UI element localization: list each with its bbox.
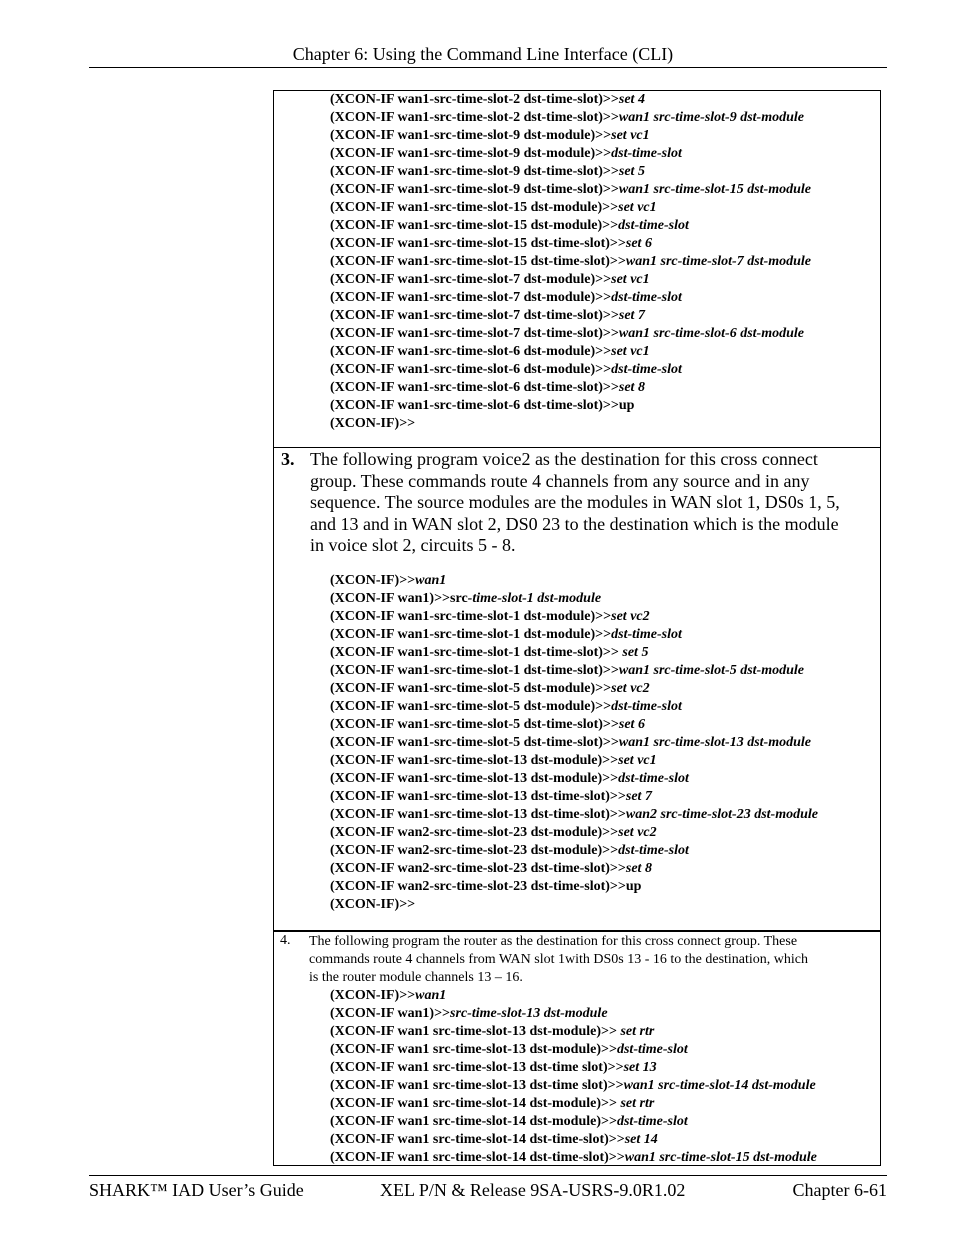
command-line <box>330 379 645 397</box>
command-argument: wan1 src-time-slot-15 dst-module <box>624 1150 817 1165</box>
command-argument: wan1 src-time-slot-9 dst-module <box>618 110 805 125</box>
command-prompt: (XCON-IF wan1-src-time-slot-7 dst-module)>> <box>330 272 612 287</box>
command-line <box>330 271 650 289</box>
command-prompt: (XCON-IF wan1-src-time-slot-13 dst-module)>> <box>330 771 619 786</box>
command-argument: set vc2 <box>611 609 650 624</box>
command-argument: wan1 src-time-slot-6 dst-module <box>618 326 805 341</box>
command-argument: set 5 <box>622 645 649 660</box>
command-line <box>330 415 415 433</box>
command-prompt: (XCON-IF wan1 src-time-slot-14 dst-time-slot)>> <box>330 1132 625 1147</box>
command-argument: set vc1 <box>618 753 657 768</box>
footer-guide-title: SHARK™ IAD User’s Guide <box>89 1180 304 1200</box>
command-line <box>330 572 446 590</box>
command-line <box>330 253 811 271</box>
command-line <box>330 217 689 235</box>
command-line <box>330 289 682 307</box>
command-line <box>330 181 811 199</box>
header-divider <box>89 67 887 68</box>
command-line <box>330 987 446 1005</box>
command-line <box>330 1023 654 1041</box>
command-line <box>330 662 804 680</box>
command-argument: dst-time-slot <box>618 218 689 233</box>
command-line <box>330 734 811 752</box>
command-argument: set 5 <box>618 164 645 179</box>
command-prompt: (XCON-IF wan1-src-time-slot-5 dst-module)>> <box>330 681 612 696</box>
description-line: The following program voice2 as the destination for this cross connect <box>310 449 818 469</box>
command-line <box>330 680 650 698</box>
command-argument: set 6 <box>618 717 645 732</box>
command-prompt: (XCON-IF)>> <box>330 897 416 912</box>
command-argument: set 13 <box>623 1060 657 1075</box>
command-argument: set 6 <box>625 236 652 251</box>
command-line <box>330 896 415 914</box>
command-argument: set vc1 <box>618 200 657 215</box>
command-prompt: (XCON-IF wan1-src-time-slot-1 dst-time-slot)>> <box>330 645 623 660</box>
step-4-box <box>273 931 881 1166</box>
command-prompt: (XCON-IF wan1-src-time-slot-1 dst-module)>> <box>330 627 612 642</box>
command-line <box>330 127 650 145</box>
command-argument: wan1 src-time-slot-7 dst-module <box>625 254 812 269</box>
command-prompt: (XCON-IF wan1-src-time-slot-7 dst-module)>> <box>330 290 612 305</box>
command-argument: set 8 <box>625 861 652 876</box>
command-argument: dst-time-slot <box>611 627 682 642</box>
command-argument: set 14 <box>624 1132 658 1147</box>
description-line: The following program the router as the destination for this cross connect group. These <box>309 934 798 949</box>
command-argument: set vc1 <box>611 272 650 287</box>
command-argument: dst-time-slot <box>616 1042 688 1057</box>
command-prompt: (XCON-IF wan1-src-time-slot-6 dst-module)>> <box>330 344 612 359</box>
command-argument: dst-time-slot <box>611 146 682 161</box>
command-line <box>330 1059 657 1077</box>
command-argument: wan1 src-time-slot-13 dst-module <box>618 735 812 750</box>
command-line <box>330 806 818 824</box>
command-line <box>330 163 645 181</box>
command-prompt: (XCON-IF wan1-src-time-slot-7 dst-time-slot)>> <box>330 308 619 323</box>
command-prompt: (XCON-IF wan1-src-time-slot-13 dst-time-slot)>> <box>330 789 626 804</box>
step-4-number: 4. <box>280 933 291 948</box>
description-line: is the router module channels 13 – 16. <box>309 970 523 985</box>
step-3-description <box>310 449 840 557</box>
command-line <box>330 1149 817 1167</box>
footer-divider <box>89 1175 887 1176</box>
description-line: in voice slot 2, circuits 5 - 8. <box>310 535 516 555</box>
command-line <box>330 860 652 878</box>
command-line <box>330 199 657 217</box>
description-line: and 13 and in WAN slot 2, DS0 23 to the destination which is the module <box>310 513 839 534</box>
command-line <box>330 608 650 626</box>
command-prompt: (XCON-IF wan1-src-time-slot-9 dst-time-slot)>> <box>330 182 619 197</box>
footer-page-number: Chapter 6-61 <box>792 1180 887 1200</box>
command-line <box>330 1131 658 1149</box>
command-prompt: (XCON-IF wan2-src-time-slot-23 dst-time-slot)>> <box>330 861 626 876</box>
command-argument: set vc2 <box>611 681 650 696</box>
description-line: sequence. The source modules are the modules in WAN slot 1, DS0s 1, 5, <box>310 492 840 512</box>
command-argument: set 8 <box>618 380 645 395</box>
command-line <box>330 824 657 842</box>
command-line <box>330 644 648 662</box>
command-argument: wan1 <box>415 573 447 588</box>
command-prompt: (XCON-IF wan1 src-time-slot-13 dst-time slot)>> <box>330 1060 624 1075</box>
command-prompt: (XCON-IF wan2-src-time-slot-23 dst-module)>> <box>330 825 619 840</box>
command-prompt: (XCON-IF wan1 src-time-slot-13 dst-module)>> <box>330 1024 621 1039</box>
command-argument: set 4 <box>618 92 645 107</box>
command-prompt: (XCON-IF wan1-src-time-slot-9 dst-module)>> <box>330 146 612 161</box>
command-argument: dst-time-slot <box>611 699 682 714</box>
command-line <box>330 1095 654 1113</box>
step-3-number: 3. <box>281 449 295 469</box>
command-line <box>330 343 650 361</box>
description-line: group. These commands route 4 channels from any source and in any <box>310 470 810 491</box>
command-line <box>330 235 652 253</box>
command-prompt: (XCON-IF wan1-src-time-slot-5 dst-time-slot)>> <box>330 717 619 732</box>
command-prompt: (XCON-IF wan1-src-time-slot-15 dst-module)>> <box>330 218 619 233</box>
command-prompt: (XCON-IF wan2-src-time-slot-23 dst-time-slot)>>up <box>330 879 642 894</box>
page-header-title: Chapter 6: Using the Command Line Interface (CLI) <box>292 44 674 64</box>
command-line <box>330 145 682 163</box>
command-prompt: (XCON-IF wan1 src-time-slot-14 dst-module)>> <box>330 1114 617 1129</box>
command-argument: dst-time-slot <box>611 290 682 305</box>
command-line <box>330 716 645 734</box>
command-prompt: (XCON-IF wan1-src-time-slot-2 dst-time-slot)>> <box>330 110 619 125</box>
command-prompt: (XCON-IF wan1-src-time-slot-9 dst-time-slot)>> <box>330 164 619 179</box>
command-prompt: (XCON-IF wan2-src-time-slot-23 dst-module)>> <box>330 843 619 858</box>
command-line <box>330 1077 816 1095</box>
command-argument: wan1 src-time-slot-15 dst-module <box>618 182 812 197</box>
command-prompt: (XCON-IF wan1-src-time-slot-1 dst-module)>> <box>330 609 612 624</box>
command-argument: dst-time-slot <box>618 771 689 786</box>
command-prompt: (XCON-IF wan1 src-time-slot-14 dst-time-slot)>> <box>330 1150 625 1165</box>
command-argument: set vc1 <box>611 128 650 143</box>
command-line <box>330 770 689 788</box>
command-prompt: (XCON-IF wan1-src-time-slot-2 dst-time-slot)>> <box>330 92 619 107</box>
command-prompt: (XCON-IF wan1-src-time-slot-15 dst-time-slot)>> <box>330 254 626 269</box>
command-line <box>330 1113 688 1131</box>
command-line <box>330 1041 688 1059</box>
description-line: commands route 4 channels from WAN slot 1with DS0s 13 - 16 to the destination, which <box>309 952 809 967</box>
command-prompt: (XCON-IF wan1)>> <box>330 1006 451 1021</box>
command-prompt: (XCON-IF wan1-src-time-slot-5 dst-time-slot)>> <box>330 735 619 750</box>
command-argument: dst-time-slot <box>616 1114 688 1129</box>
step-3-box <box>273 448 881 931</box>
command-argument: set 7 <box>618 308 645 323</box>
command-box-continued <box>273 90 881 448</box>
command-line <box>330 109 804 127</box>
command-argument: src-time-slot-13 dst-module <box>450 1006 608 1021</box>
command-argument: wan1 src-time-slot-14 dst-module <box>623 1078 816 1093</box>
command-prompt: (XCON-IF wan1-src-time-slot-6 dst-module)>> <box>330 362 612 377</box>
command-argument: set rtr <box>620 1024 655 1039</box>
command-line <box>330 752 657 770</box>
command-prompt: (XCON-IF wan1-src-time-slot-6 dst-time-slot)>>up <box>330 398 635 413</box>
command-line <box>330 91 645 109</box>
command-prompt: (XCON-IF wan1-src-time-slot-13 dst-time-slot)>> <box>330 807 626 822</box>
command-argument: wan1 src-time-slot-5 dst-module <box>618 663 805 678</box>
command-line <box>330 698 682 716</box>
command-prompt: (XCON-IF wan1-src-time-slot-15 dst-module)>> <box>330 200 619 215</box>
command-line <box>330 878 641 896</box>
command-prompt: (XCON-IF wan1 src-time-slot-13 dst-time slot)>> <box>330 1078 624 1093</box>
command-argument: -time-slot-1 dst-module <box>467 591 602 606</box>
command-prompt: (XCON-IF wan1-src-time-slot-9 dst-module)>> <box>330 128 612 143</box>
command-line <box>330 361 682 379</box>
command-line <box>330 788 652 806</box>
command-prompt: (XCON-IF)>> <box>330 573 416 588</box>
command-prompt: (XCON-IF wan1-src-time-slot-1 dst-time-slot)>> <box>330 663 619 678</box>
command-line <box>330 1005 608 1023</box>
command-line <box>330 325 804 343</box>
command-argument: set vc2 <box>618 825 657 840</box>
command-line <box>330 842 689 860</box>
command-argument: set rtr <box>620 1096 655 1111</box>
command-argument: dst-time-slot <box>611 362 682 377</box>
command-prompt: (XCON-IF wan1-src-time-slot-13 dst-module)>> <box>330 753 619 768</box>
step-4-description <box>309 933 808 987</box>
command-prompt: (XCON-IF)>> <box>330 988 416 1003</box>
command-prompt: (XCON-IF wan1-src-time-slot-7 dst-time-slot)>> <box>330 326 619 341</box>
command-argument: dst-time-slot <box>618 843 689 858</box>
command-prompt: (XCON-IF)>> <box>330 416 416 431</box>
command-prompt: (XCON-IF wan1)>>src <box>330 591 468 606</box>
command-argument: wan2 src-time-slot-23 dst-module <box>625 807 819 822</box>
command-line <box>330 590 601 608</box>
command-prompt: (XCON-IF wan1-src-time-slot-15 dst-time-slot)>> <box>330 236 626 251</box>
command-line <box>330 397 634 415</box>
command-prompt: (XCON-IF wan1 src-time-slot-14 dst-module)>> <box>330 1096 621 1111</box>
command-argument: set 7 <box>625 789 652 804</box>
command-argument: wan1 <box>415 988 447 1003</box>
command-prompt: (XCON-IF wan1 src-time-slot-13 dst-module)>> <box>330 1042 617 1057</box>
command-prompt: (XCON-IF wan1-src-time-slot-6 dst-time-slot)>> <box>330 380 619 395</box>
footer-part-number: XEL P/N & Release 9SA-USRS-9.0R1.02 <box>380 1180 686 1200</box>
command-argument: set vc1 <box>611 344 650 359</box>
command-line <box>330 307 645 325</box>
command-prompt: (XCON-IF wan1-src-time-slot-5 dst-module)>> <box>330 699 612 714</box>
command-line <box>330 626 682 644</box>
